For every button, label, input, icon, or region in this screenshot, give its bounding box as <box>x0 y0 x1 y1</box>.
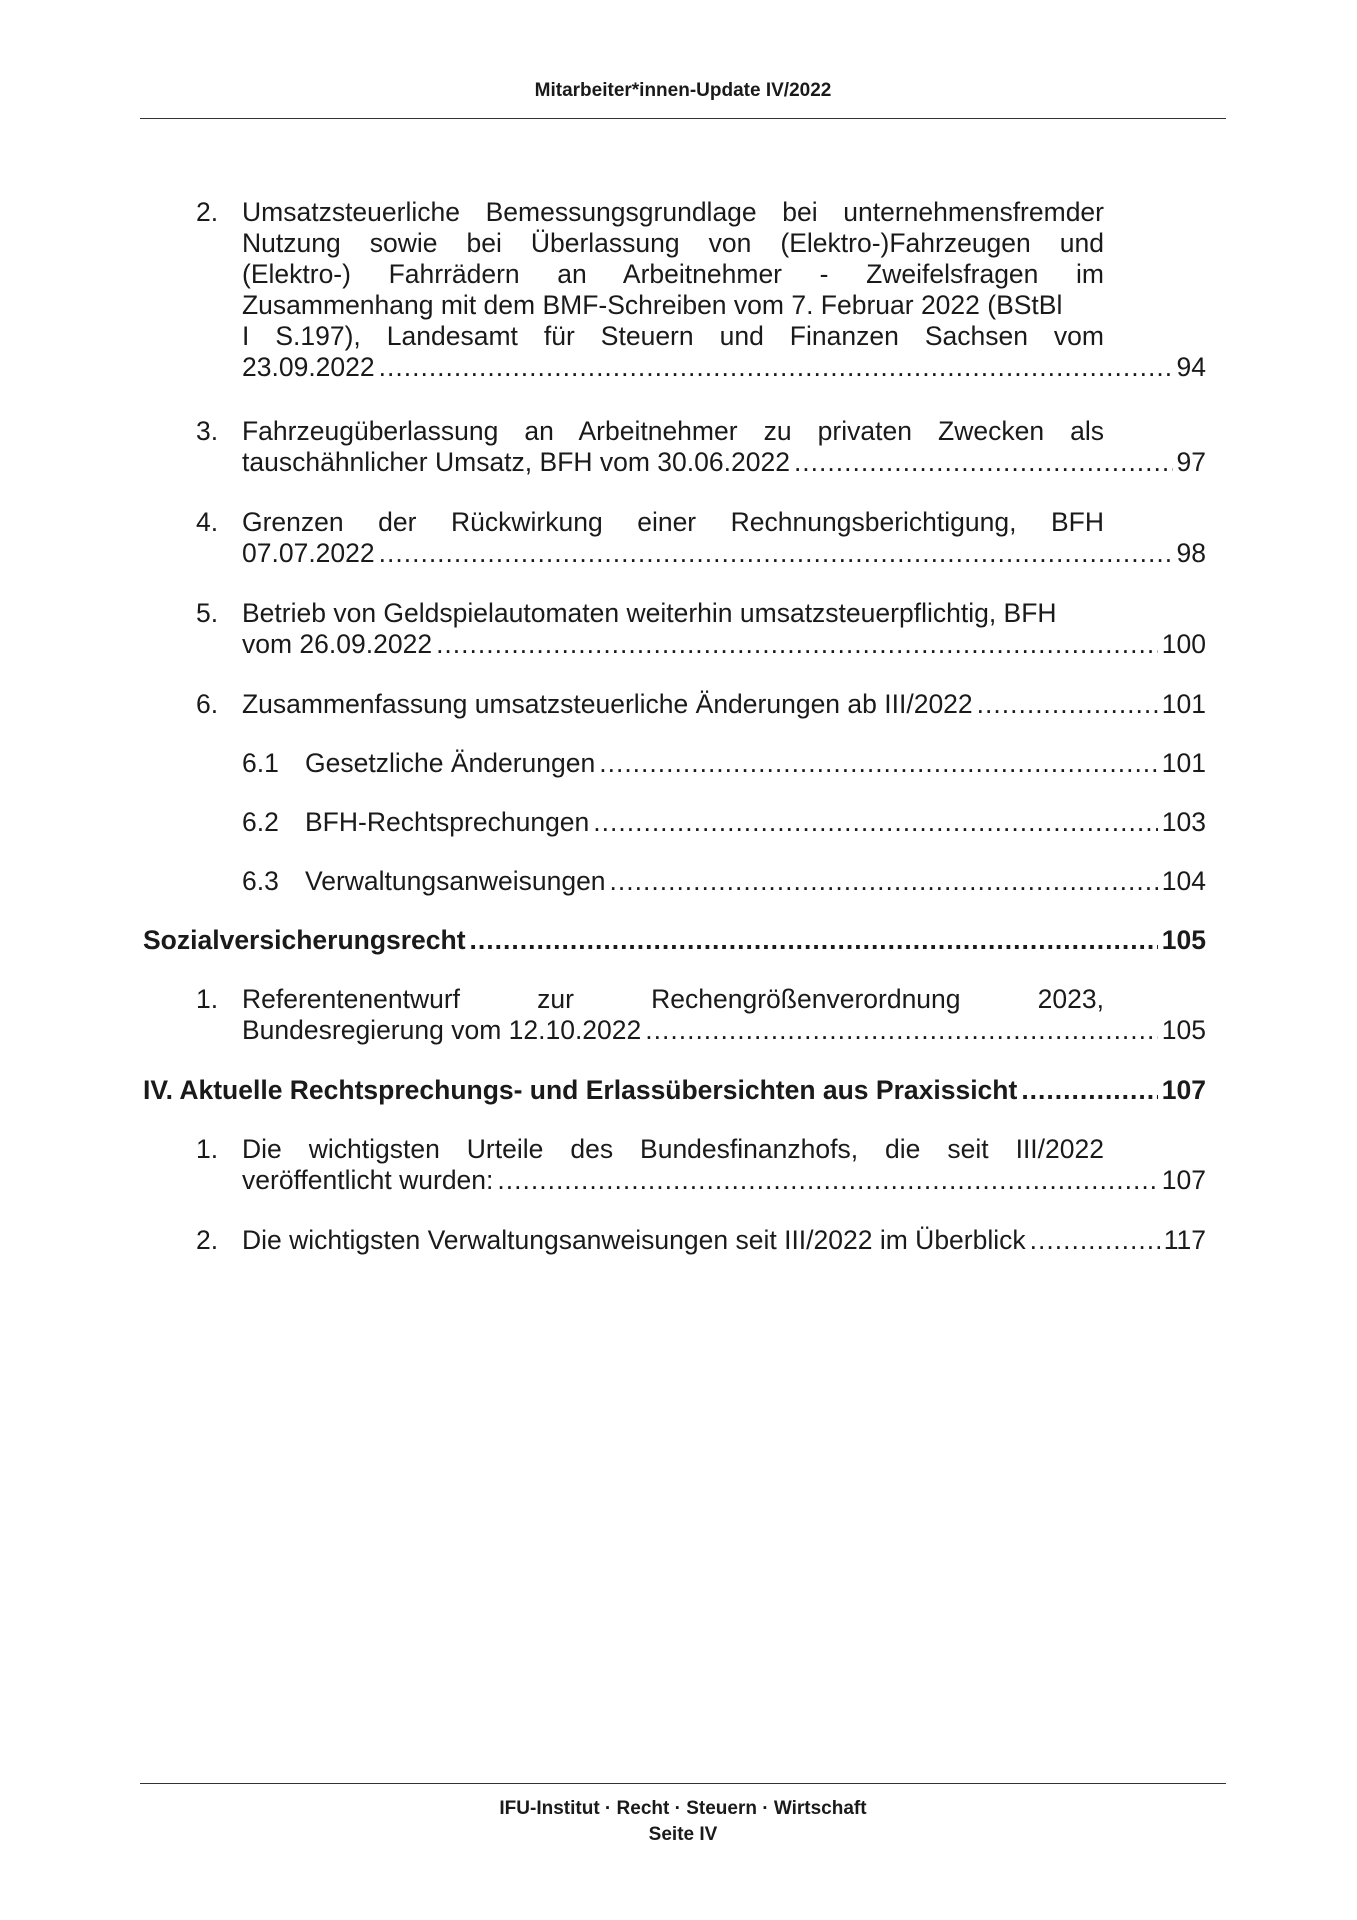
toc-entry-number: 6.2 <box>242 807 279 837</box>
toc-section-iv[interactable] <box>143 1075 1206 1106</box>
footer-page-label: Seite IV <box>648 1824 718 1845</box>
footer-divider <box>140 1783 1226 1784</box>
toc-entry-number: 1. <box>196 984 219 1014</box>
toc-entry-sv-1[interactable] <box>196 984 1206 1046</box>
toc-entry-text: Die wichtigsten Verwaltungsanweisungen seit III/2022 im Überblick <box>242 1225 1026 1255</box>
toc-page-number: 97 <box>1176 447 1206 477</box>
toc-entry-number: 6.1 <box>242 748 279 778</box>
page-header-title: Mitarbeiter*innen-Update IV/2022 <box>534 80 832 101</box>
toc-entry-number: 6. <box>196 689 219 719</box>
toc-entry-leader-line <box>305 866 1206 897</box>
toc-entry-number: 2. <box>196 1225 219 1255</box>
toc-entry-6[interactable] <box>196 689 1206 720</box>
dot-leader <box>599 748 1158 779</box>
toc-section-title: Sozialversicherungsrecht <box>143 925 466 955</box>
toc-entry-text: veröffentlicht wurden: <box>242 1165 494 1195</box>
toc-entry-leader-line <box>242 1165 1206 1196</box>
toc-section-title: IV. Aktuelle Rechtsprechungs- und Erlassübersichten aus Praxissicht <box>143 1075 1018 1105</box>
toc-entry-leader-line <box>305 807 1206 838</box>
toc-entry-text-line: Umsatzsteuerliche Bemessungsgrundlage bei unternehmensfremder <box>242 197 1104 227</box>
toc-entry-6-1[interactable] <box>242 748 1206 779</box>
toc-entry-iv-2[interactable] <box>196 1225 1206 1256</box>
toc-page-number: 105 <box>1161 1015 1206 1045</box>
toc-entry-2[interactable] <box>196 197 1206 387</box>
dot-leader <box>593 807 1158 838</box>
toc-entry-text-line: Grenzen der Rückwirkung einer Rechnungsberichtigung, BFH <box>242 507 1104 537</box>
toc-entry-text-line: Die wichtigsten Urteile des Bundesfinanzhofs, die seit III/2022 <box>242 1134 1104 1164</box>
dot-leader <box>1030 1225 1160 1256</box>
toc-entry-4[interactable] <box>196 507 1206 569</box>
dot-leader <box>379 538 1173 569</box>
toc-entry-leader-line <box>242 1225 1206 1256</box>
header-divider <box>140 118 1226 119</box>
toc-entry-number: 6.3 <box>242 866 279 896</box>
toc-entry-number: 4. <box>196 507 219 537</box>
toc-entry-leader-line <box>242 1015 1206 1046</box>
dot-leader <box>497 1165 1157 1196</box>
toc-entry-6-3[interactable] <box>242 866 1206 897</box>
toc-page-number: 103 <box>1161 807 1206 837</box>
toc-entry-number: 3. <box>196 416 219 446</box>
toc-entry-text-line: (Elektro-) Fahrrädern an Arbeitnehmer - Zweifelsfragen im <box>242 259 1104 289</box>
toc-page-number: 94 <box>1176 352 1206 382</box>
dot-leader <box>645 1015 1158 1046</box>
toc-entry-text: 07.07.2022 <box>242 538 375 568</box>
toc-entry-text-line: I S.197), Landesamt für Steuern und Finanzen Sachsen vom <box>242 321 1104 351</box>
toc-entry-text: Bundesregierung vom 12.10.2022 <box>242 1015 642 1045</box>
toc-entry-number: 1. <box>196 1134 219 1164</box>
toc-entry-text: vom 26.09.2022 <box>242 629 433 659</box>
toc-entry-text-line: Nutzung sowie bei Überlassung von (Elektro-)Fahrzeugen und <box>242 228 1104 258</box>
toc-page-number: 107 <box>1161 1075 1206 1105</box>
toc-page-number: 107 <box>1161 1165 1206 1195</box>
dot-leader <box>977 689 1158 720</box>
dot-leader <box>379 352 1173 383</box>
toc-entry-text-line: Zusammenhang mit dem BMF-Schreiben vom 7. Februar 2022 (BStBl <box>242 290 1063 320</box>
toc-entry-leader-line <box>143 925 1206 956</box>
toc-entry-text-line: Fahrzeugüberlassung an Arbeitnehmer zu privaten Zwecken als <box>242 416 1104 446</box>
page-footer <box>140 1796 1226 1848</box>
toc-entry-text: 23.09.2022 <box>242 352 375 382</box>
toc-page-number: 104 <box>1161 866 1206 896</box>
toc-page-number: 101 <box>1161 689 1206 719</box>
footer-institute: IFU-Institut · Recht · Steuern · Wirtschaft <box>499 1798 867 1819</box>
toc-entry-text-line: Referentenentwurf zur Rechengrößenverordnung 2023, <box>242 984 1104 1014</box>
toc-entry-number: 2. <box>196 197 219 227</box>
dot-leader <box>794 447 1173 478</box>
dot-leader <box>470 925 1158 956</box>
toc-entry-leader-line <box>242 447 1206 478</box>
toc-entry-text: BFH-Rechtsprechungen <box>305 807 590 837</box>
dot-leader <box>436 629 1158 660</box>
toc-section-sozialversicherungsrecht[interactable] <box>143 925 1206 956</box>
toc-entry-text: Zusammenfassung umsatzsteuerliche Änderungen ab III/2022 <box>242 689 973 719</box>
toc-page-number: 117 <box>1163 1225 1206 1255</box>
toc-entry-leader-line <box>242 538 1206 569</box>
toc-page-number: 100 <box>1161 629 1206 659</box>
toc-entry-leader-line <box>143 1075 1206 1106</box>
toc-entry-text-line: Betrieb von Geldspielautomaten weiterhin umsatzsteuerpflichtig, BFH <box>242 598 1057 628</box>
toc-entry-leader-line <box>242 629 1206 660</box>
toc-entry-3[interactable] <box>196 416 1206 478</box>
toc-entry-text: Verwaltungsanweisungen <box>305 866 606 896</box>
toc-entry-number: 5. <box>196 598 219 628</box>
toc-entry-leader-line <box>242 689 1206 720</box>
toc-entry-leader-line <box>242 352 1206 383</box>
toc-entry-text: Gesetzliche Änderungen <box>305 748 596 778</box>
toc-page-number: 98 <box>1176 538 1206 568</box>
toc-entry-text: tauschähnlicher Umsatz, BFH vom 30.06.2022 <box>242 447 790 477</box>
dot-leader <box>1021 1075 1157 1106</box>
toc-entry-5[interactable] <box>196 598 1206 660</box>
toc-entry-leader-line <box>305 748 1206 779</box>
dot-leader <box>610 866 1158 897</box>
toc-entry-iv-1[interactable] <box>196 1134 1206 1196</box>
toc-page-number: 101 <box>1161 748 1206 778</box>
toc-page-number: 105 <box>1161 925 1206 955</box>
toc-entry-6-2[interactable] <box>242 807 1206 838</box>
